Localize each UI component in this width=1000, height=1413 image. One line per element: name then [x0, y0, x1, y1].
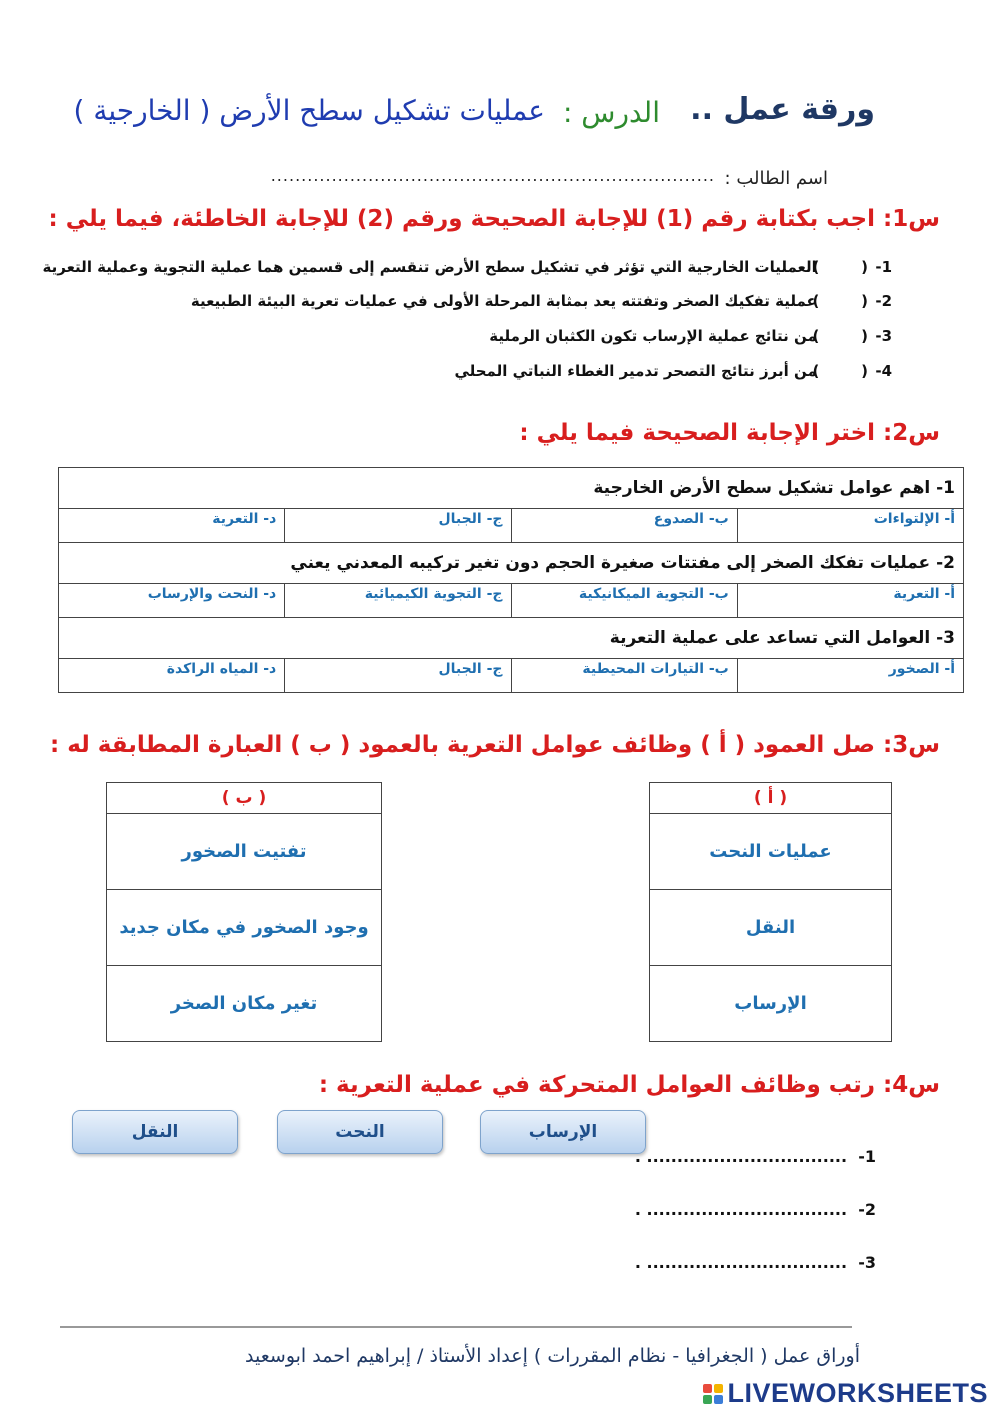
- q2-stem: 3- العوامل التي تساعد على عملية التعرية: [59, 618, 964, 659]
- column-b-item[interactable]: تغير مكان الصخر: [107, 966, 382, 1042]
- order-drop-target[interactable]: ................................. .: [634, 1147, 848, 1166]
- drag-chip-transport[interactable]: النقل: [72, 1110, 238, 1154]
- q4-heading: س4: رتب وظائف العوامل المتحركة في عملية التعرية :: [318, 1072, 940, 1098]
- q2-option[interactable]: ج- التجوية الكيميائية: [285, 584, 511, 618]
- q1-answer-input[interactable]: ( ): [812, 362, 868, 380]
- liveworksheets-brand[interactable]: [703, 1378, 988, 1409]
- column-a-item[interactable]: عمليات النحت: [650, 814, 892, 890]
- column-a-header: ( أ ): [650, 783, 892, 814]
- footer-credit: أوراق عمل ( الجغرافيا - نظام المقررات ) إعداد الأستاذ / إبراهيم احمد ابوسعيد: [245, 1345, 860, 1367]
- order-drop-target[interactable]: ................................. .: [634, 1253, 848, 1272]
- q1-item-text: من أبرز نتائج التصحر تدمير الغطاء النباتي المحلي: [454, 362, 817, 380]
- q2-option[interactable]: ب- التجوية الميكانيكية: [511, 584, 737, 618]
- column-a-item[interactable]: النقل: [650, 890, 892, 966]
- column-a-table: [649, 782, 892, 1042]
- q1-item-text: من نتائج عملية الإرساب تكون الكثبان الرملية: [489, 327, 817, 345]
- q1-item-number: 1-: [875, 258, 892, 276]
- q1-item: [191, 292, 892, 310]
- student-name-input[interactable]: .........................................................................: [270, 166, 715, 185]
- worksheet-label: ورقة عمل ..: [690, 92, 875, 127]
- order-line-number: 1-: [858, 1147, 876, 1166]
- q1-item: [43, 258, 892, 276]
- q2-option[interactable]: ب- الصدوع: [511, 509, 737, 543]
- q2-option[interactable]: ج- الجبال: [285, 509, 511, 543]
- lesson-label: الدرس :: [562, 96, 660, 129]
- drag-chip-erosion[interactable]: النحت: [277, 1110, 443, 1154]
- order-line-number: 2-: [858, 1200, 876, 1219]
- q3-heading: س3: صل العمود ( أ ) وظائف عوامل التعرية بالعمود ( ب ) العبارة المطابقة له :: [50, 732, 940, 758]
- q2-table: [58, 467, 964, 693]
- student-name-label: اسم الطالب :: [724, 168, 828, 189]
- q2-option[interactable]: د- المياه الراكدة: [59, 659, 285, 693]
- footer-divider: [60, 1326, 852, 1328]
- column-b-table: [106, 782, 382, 1042]
- column-b-header: ( ب ): [107, 783, 382, 814]
- order-drop-target[interactable]: ................................. .: [634, 1200, 848, 1219]
- q1-heading: س1: اجب بكتابة رقم (1) للإجابة الصحيحة ورقم (2) للإجابة الخاطئة، فيما يلي :: [48, 206, 940, 232]
- q2-option[interactable]: د- التعرية: [59, 509, 285, 543]
- q1-answer-input[interactable]: ( ): [812, 292, 868, 310]
- brand-name: LIVEWORKSHEETS: [727, 1378, 988, 1408]
- order-line: [635, 1253, 876, 1272]
- q2-stem: 1- اهم عوامل تشكيل سطح الأرض الخارجية: [59, 468, 964, 509]
- column-a-item[interactable]: الإرساب: [650, 966, 892, 1042]
- drag-chip-deposition[interactable]: الإرساب: [480, 1110, 646, 1154]
- column-b-item[interactable]: تفتيت الصخور: [107, 814, 382, 890]
- q1-item-number: 2-: [875, 292, 892, 310]
- q1-answer-input[interactable]: ( ): [812, 327, 868, 345]
- lesson-title: عمليات تشكيل سطح الأرض ( الخارجية ): [73, 94, 545, 127]
- order-line: [635, 1200, 876, 1219]
- q1-answer-input[interactable]: ( ): [812, 258, 868, 276]
- q2-option[interactable]: أ- الصخور: [737, 659, 963, 693]
- liveworksheets-logo-icon: [703, 1384, 723, 1404]
- column-b-item[interactable]: وجود الصخور في مكان جديد: [107, 890, 382, 966]
- q1-item-text: عملية تفكيك الصخر وتفتته يعد بمثابة المرحلة الأولى في عمليات تعرية البيئة الطبيعية: [190, 292, 817, 310]
- q2-option[interactable]: أ- التعرية: [737, 584, 963, 618]
- q1-item: [489, 327, 892, 345]
- q2-option[interactable]: ج- الجبال: [285, 659, 511, 693]
- q1-item-number: 4-: [875, 362, 892, 380]
- q2-heading: س2: اختر الإجابة الصحيحة فيما يلي :: [519, 420, 940, 446]
- q1-item: [454, 362, 892, 380]
- q2-option[interactable]: د- النحت والإرساب: [59, 584, 285, 618]
- q1-item-number: 3-: [875, 327, 892, 345]
- q1-item-text: العمليات الخارجية التي تؤثر في تشكيل سطح الأرض تنقسم إلى قسمين هما عملية التجوية وعملية التعرية: [42, 258, 817, 276]
- q2-option[interactable]: ب- التيارات المحيطية: [511, 659, 737, 693]
- q2-option[interactable]: أ- الإلتواءات: [737, 509, 963, 543]
- order-line: [635, 1147, 876, 1166]
- q2-stem: 2- عمليات تفكك الصخر إلى مفتتات صغيرة الحجم دون تغير تركيبه المعدني يعني: [59, 543, 964, 584]
- order-line-number: 3-: [858, 1253, 876, 1272]
